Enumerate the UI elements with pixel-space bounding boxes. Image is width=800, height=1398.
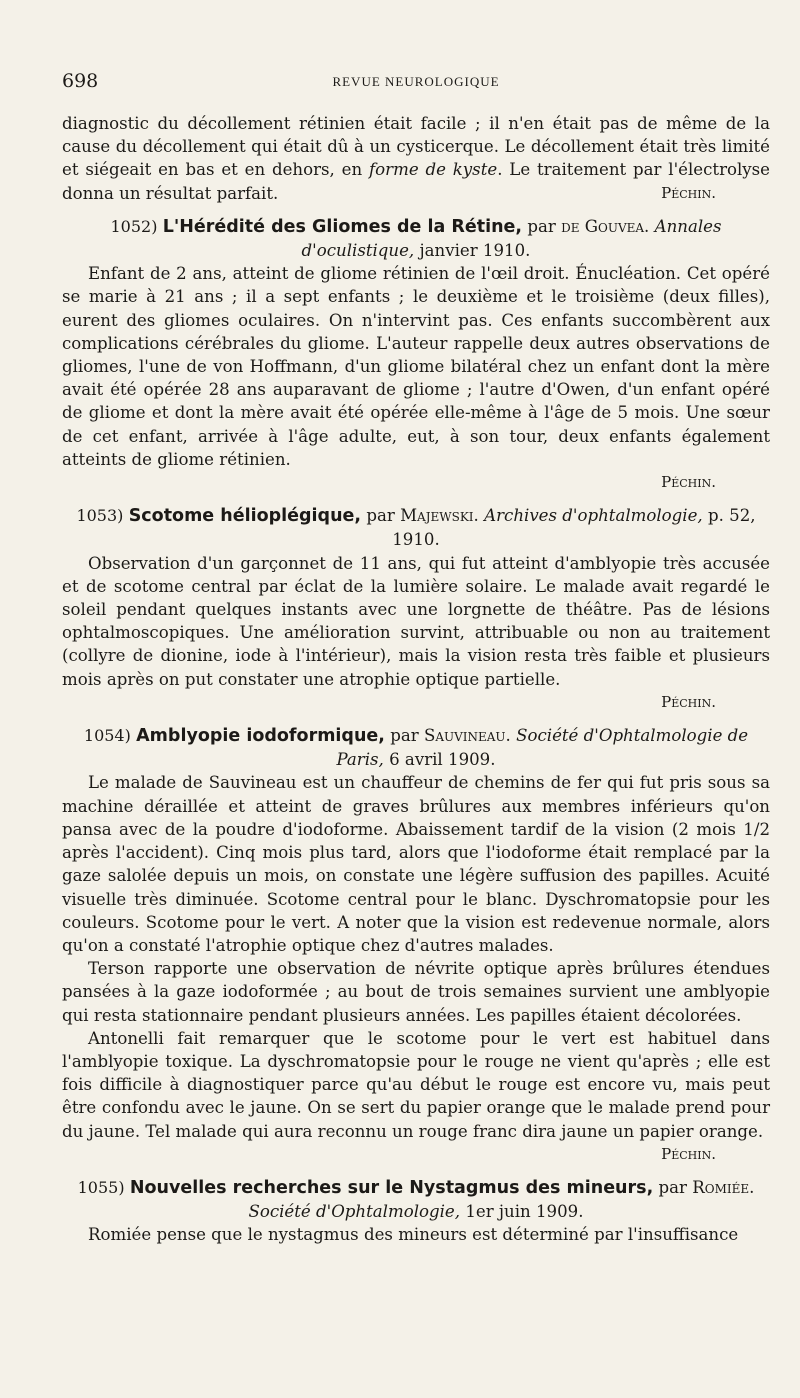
continuation-text-end: . Le traitement par l'électrolyse donna un résultat parfait. <box>62 160 771 203</box>
entry-date: 6 avril 1909. <box>389 750 496 770</box>
body-text <box>62 112 770 1247</box>
journal-title: REVUE NEUROLOGIQUE <box>332 74 500 89</box>
entry-body <box>62 262 770 471</box>
entry-paragraph: Observation d'un garçonnet de 11 ans, qui fut atteint d'amblyopie très accusée et de scotome central par éclat de la lumière solaire. Le malade avait regardé le soleil pendant quelques instants avec une lorgnette de théâtre. Pas de lésions ophtalmoscopiques. Une amélioration survint, attribuable ou non au traitement (collyre de dionine, iode à l'intérieur), mais la vision resta très faible et plusieurs mois après on put constater une atrophie optique partielle. <box>62 553 770 689</box>
abstract-entry-1053 <box>62 504 770 714</box>
entry-number: 1054) <box>83 726 131 746</box>
entry-number: 1053) <box>76 506 124 526</box>
entry-date: p. 52, 1910. <box>392 506 756 550</box>
entry-paragraph: Romiée pense que le nystagmus des mineurs est déterminé par l'insuffisance <box>88 1225 739 1245</box>
entry-paragraph: Terson rapporte une observation de névrite optique après brûlures étendues pansées à la gaze iodoformée ; au bout de trois semaines survient une amblyopie qui resta stationnaire pendant plusieurs années. Les papilles étaient décolorées. <box>62 959 770 1025</box>
signature: Péchin. <box>661 1144 716 1163</box>
continuation-italic: forme de kyste <box>369 160 498 180</box>
entry-author: Romiée. <box>692 1177 755 1197</box>
entry-by: par <box>390 726 419 746</box>
signature: Péchin. <box>661 183 716 202</box>
entry-title: Nouvelles recherches sur le Nystagmus des mineurs, <box>129 1177 654 1198</box>
entry-author: Sauvineau. <box>423 726 511 746</box>
running-head <box>62 70 770 94</box>
entry-source: Société d'Ophtalmologie, <box>248 1202 461 1222</box>
entry-title: Scotome hélioplégique, <box>128 506 362 527</box>
entry-heading <box>62 215 770 262</box>
entry-source: Société d'Ophtalmologie de Paris, <box>336 726 749 770</box>
entry-author: Majewski. <box>400 506 479 526</box>
entry-paragraph: Le malade de Sauvineau est un chauffeur de chemins de fer qui fut pris sous sa machine déraillée et atteint de graves brûlures aux membres inférieurs qu'on pansa avec de la poudre d'iodoforme. Abaissement tardif de la vision (2 mois 1/2 après l'accident). Cinq mois plus tard, alors que l'iodoforme était remplacé par la gaze salolée depuis un mois, on constate une légère suffusion des papilles. Acuité visuelle très diminuée. Scotome central pour le blanc. Dyschromatopsie pour les couleurs. Scotome pour le vert. A noter que la vision est redevenue normale, alors qu'on a constaté l'atrophie optique chez d'autres malades. <box>62 773 770 955</box>
entry-heading <box>62 724 770 771</box>
abstract-entry-1054 <box>62 724 770 1166</box>
entry-source: Archives d'ophtalmologie, <box>484 506 703 526</box>
entry-number: 1055) <box>77 1177 125 1197</box>
entry-source: Annales d'oculistique, <box>301 216 722 261</box>
entry-paragraph-text: Antonelli fait remarquer que le scotome pour le vert est habituel dans l'amblyopie toxique. La dyschromatopsie pour le rouge ne vient qu'après ; elle est fois difficile à diagnostiquer parce qu'au début le rouge est encore vu, mais peut être confondu avec le jaune. On se sert du papier orange que le malade prend pour du jaune. Tel malade qui aura reconnu un rouge franc dira jaune un papier orange. <box>62 1028 770 1141</box>
entry-paragraph: Enfant de 2 ans, atteint de gliome rétinien de l'œil droit. Énucléation. Cet opéré se marie à 21 ans ; il a sept enfants ; le deuxième et le troisième (deux filles), eurent des gliomes oculaires. On n'intervint pas. Ces enfants succombèrent aux complications cérébrales du gliome. L'auteur rappelle deux autres observations de gliomes, l'une de von Hoffmann, d'un gliome bilatéral chez un enfant dont la mère avait été opérée 28 ans auparavant de gliome ; l'autre d'Owen, d'un enfant opéré de gliome et dont la mère avait été opérée elle-même à l'âge de 5 mois. Une sœur de cet enfant, arrivée à l'âge adulte, eut, à son tour, deux enfants également atteints de gliome rétinien. <box>62 264 770 469</box>
entry-title: L'Hérédité des Gliomes de la Rétine, <box>162 216 523 237</box>
entry-paragraph <box>62 1027 770 1163</box>
entry-date: janvier 1910. <box>419 241 531 261</box>
signature: Péchin. <box>661 692 716 711</box>
page-number: 698 <box>62 70 99 92</box>
abstract-entry-1052 <box>62 215 770 494</box>
entry-number: 1052) <box>110 216 158 236</box>
entry-title: Amblyopie iodoformique, <box>136 726 385 747</box>
signature: Péchin. <box>661 473 716 492</box>
entry-last-paragraph <box>62 1027 770 1166</box>
continuation-paragraph <box>62 112 770 205</box>
entry-date: 1er juin 1909. <box>465 1202 584 1222</box>
entry-by: par <box>366 506 395 526</box>
entry-author: de Gouvea. <box>561 216 650 236</box>
continuation-text: diagnostic du décollement rétinien était facile ; il n'en était pas de même de la cause du décollement qui était dû à un cysticerque. Le décollement était très limité et siégeait en bas et en dehors, en <box>62 114 770 180</box>
entry-by: par <box>527 216 556 236</box>
entry-heading <box>62 1176 770 1223</box>
entry-by: par <box>658 1177 687 1197</box>
abstract-entry-1055 <box>62 1176 770 1247</box>
entry-heading <box>62 504 770 551</box>
